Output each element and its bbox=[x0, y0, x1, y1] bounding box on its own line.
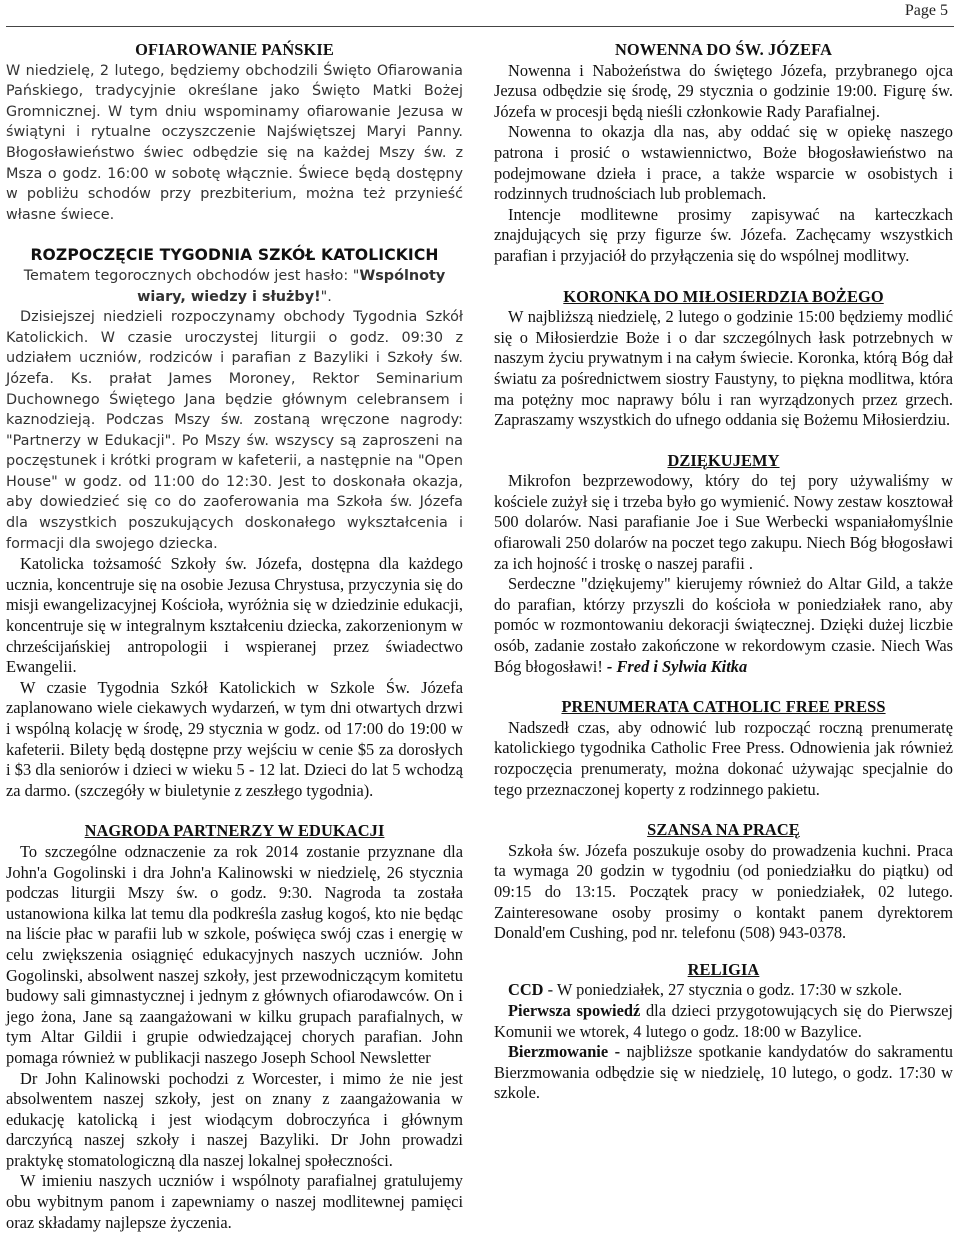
paragraph: Nowenna i Nabożeństwa do świętego Józefa, przybranego ojca Jezusa odbędzie się środę, 29 stycznia o godzinie 19:00. Figurę św. Józefa w procesji będą nieśli członkowie Rady Parafialnej. bbox=[494, 60, 953, 121]
bierzmowanie-label: Bierzmowanie - bbox=[508, 1042, 621, 1062]
section-title: OFIAROWANIE PAŃSKIE bbox=[135, 40, 334, 59]
religia-spowiedz bbox=[494, 1001, 953, 1042]
section-title: ROZPOCZĘCIE TYGODNIA SZKÓŁ KATOLICKICH bbox=[30, 246, 439, 265]
section-dziekujemy bbox=[494, 451, 953, 678]
paragraph: To szczególne odznaczenie za rok 2014 zostanie przyznane dla John'a Gogolinski i dra John'a Kalinowski w niedzielę, 26 stycznia podczas liturgii Mszy św. o godz. 9:30. Nagroda ta została ustanowiona kilka lat temu dla podkreśla zasług kogoś, kto nie będąc na liście płac w parafii lub w szkole, poświęca swój czas i energię w celu zwiększenia osiągnięć edukacyjnych naszych uczniów. John Gogolinski, absolwent naszej szkoły, jest przewodniczącym komitetu budowy sali gimnastycznej i jednym z głównych ofiarodawców. On i jego żona, Jane są zaangażowani w kilku grupach parafialnych, w tym Altar Gildii i grupie odwiedzającej chorych parafian. John pomaga również w publikacji naszego Joseph School Newsletter bbox=[6, 841, 463, 1067]
section-title: PRENUMERATA CATHOLIC FREE PRESS bbox=[561, 697, 886, 717]
subtitle-lead: Tematem tegorocznych obchodów jest hasło: " bbox=[23, 267, 360, 284]
spowiedz-label: Pierwsza spowiedź bbox=[508, 1000, 641, 1020]
section-title: RELIGIA bbox=[687, 959, 760, 979]
section-title: SZANSA NA PRACĘ bbox=[647, 820, 800, 840]
paragraph: Szkoła św. Józefa poszukuje osoby do prowadzenia kuchni. Praca ta wymaga 20 godzin w tygodniu (od poniedziałku do piątku) od 09:15 do 13:15. Początek pracy w poniedziałek, 02 lutego. Zainteresowane osoby prosimy o kontakt panem dyrektorem Donald'em Cushing, pod nr. telefonu (508) 943-0378. bbox=[494, 840, 953, 943]
spowiedz-text: dla dzieci przygotowujących się do Pierwszej Komunii we wtorek, 4 lutego o godz. 18:00 w Bazylice. bbox=[494, 1000, 953, 1041]
section-religia bbox=[494, 960, 953, 1104]
page-number: Page 5 bbox=[904, 2, 948, 19]
section-subtitle bbox=[6, 266, 463, 307]
section-ofiarowanie bbox=[6, 40, 463, 225]
subtitle-tail: ". bbox=[320, 288, 332, 305]
section-prenumerata bbox=[494, 697, 953, 800]
paragraph: Nowenna to okazja dla nas, aby oddać się w opiekę naszego patrona i prosić o wstawiennictwo, Boże błogosławieństwo na podejmowane dzieła i prace, a także wsparcie w osobistych i rodzinnych trudnościach lub problemach. bbox=[494, 122, 953, 204]
paragraph: Nadszedł czas, aby odnowić lub rozpocząć roczną prenumeratę katolickiego tygodnika Catholic Free Press. Odnowienia jak również rozpoczęcia prenumeraty, można dokonać używając specjalnie do tego przeznaczonej koperty z rodzinnego pakietu. bbox=[494, 717, 953, 799]
section-title: NAGRODA PARTNERZY W EDUKACJI bbox=[84, 821, 385, 841]
section-nagroda bbox=[6, 821, 463, 1233]
bierzmowanie-text: najbliższe spotkanie kandydatów do sakramentu Bierzmowania odbędzie się w niedzielę, 10 lutego, o godz. 17:30 w szkole. bbox=[494, 1042, 953, 1103]
paragraph-text: Serdeczne "dziękujemy" kierujemy również do Altar Gild, a także do parafian, którzy przyszli do kościoła w poniedziałek rano, aby pomóc w rozmontowaniu dekoracji świątecznej. Dzięki dużej liczbie osób, zadanie zostało zakończone w rekordowym czasie. Niech Was Bóg błogosławi! bbox=[494, 574, 953, 676]
paragraph: Mikrofon bezprzewodowy, który do tej pory używaliśmy w kościele zużył się i trzeba było go wymienić. Nowy zestaw kosztował 500 dolarów. Nasi parafianie Joe i Sue Werbecki wspaniałomyślnie ofiarowali 250 dolarów na poczet tego zakupu. Niech Bóg błogosławi za ich hojność i troskę o naszej parafii . bbox=[494, 471, 953, 573]
section-body: W niedzielę, 2 lutego, będziemy obchodzili Święto Ofiarowania Pańskiego, tradycyjnie określane jako Święto Matki Bożej Gromnicznej. W tym dniu wspominamy ofiarowanie Jezusa w świątyni i rytualne oczyszczenie Najświętszej Maryi Panny. Błogosławieństwo świec odbędzie się na każdej Mszy św. z Msza o godz. 16:00 w sobotę włącznie. Świece będą dostępny w pobliżu schodów przy prezbiterium, można też przynieść własne świece. bbox=[6, 62, 463, 223]
paragraph: Dr John Kalinowski pochodzi z Worcester, i mimo że nie jest absolwentem naszej szkoły, jest on znany z zaangażowania w edukację katolicką i jest wiodącym dobroczyńca i głównym darczyńcą naszej szkoły i naszej Bazyliki. Dr John prowadzi praktykę stomatologiczną dla naszej lokalnej społeczności. bbox=[6, 1068, 463, 1170]
section-koronka bbox=[494, 287, 953, 431]
ccd-label: CCD bbox=[508, 980, 544, 1000]
religia-ccd bbox=[494, 980, 953, 1001]
section-title: KORONKA DO MIŁOSIERDZIA BOŻEGO bbox=[563, 286, 884, 306]
paragraph: Katolicka tożsamość Szkoły św. Józefa, dostępna dla każdego ucznia, koncentruje się na osobie Jezusa Chrystusa, przyczynia się do misji ewangelizacyjnej Kościoła, wyróżnia się w dziedzinie edukacji, koncentruje się w integralnym kształceniu dziecka, zakorzenionym w chrześcijańskiej antropologii i wspieranej przez świadectwo Ewangelii. bbox=[6, 554, 463, 677]
header-divider bbox=[6, 26, 954, 27]
paragraph: Intencje modlitewne prosimy zapisywać na karteczkach znajdujących się przy figurze św. Józefa. Zachęcamy wszystkich parafian i przyjaciół do przyłączenia się do wspólnej modlitwy. bbox=[494, 204, 953, 265]
section-title: NOWENNA DO ŚW. JÓZEFA bbox=[614, 40, 833, 59]
paragraph: Dzisiejszej niedzieli rozpoczynamy obchody Tygodnia Szkół Katolickich. W czasie uroczystej liturgii o godz. 09:30 z udziałem uczniów, rodziców i parafian z Bazyliki i Szkoły św. Józefa. Ks. prałat James Moroney, Rektor Seminarium Duchownego Świętego Jana będzie głównym celebransem i kaznodzieją. Podczas Mszy św. zostaną wręczone nagrody: "Partnerzy w Edukacji". Po Mszy św. wszyscy są zaproszeni na poczęstunek i krótki program w kafeterii, a następnie na "Open House" w godz. od 11:00 do 12:30. Jest to doskonała okazja, aby dowiedzieć się co do zaoferowania ma Szkoła św. Józefa dla wszystkich poszukujących doskonałego wykształcenia i formacji dla swojego dziecka. bbox=[6, 309, 463, 552]
religia-bierzmowanie bbox=[494, 1042, 953, 1104]
subtitle-motto: Wspólnoty wiary, wiedzy i służby! bbox=[137, 267, 446, 305]
right-column bbox=[494, 40, 953, 1104]
section-title: DZIĘKUJEMY bbox=[667, 450, 780, 470]
paragraph: W czasie Tygodnia Szkół Katolickich w Szkole Św. Józefa zaplanowano wiele ciekawych wydarzeń, w tym dni otwartych drzwi i wspólną kolację w środę, 29 stycznia w godz. od 17:00 do 19:00 w kafeterii. Bilety będą dostępne przy wejściu w cenie $5 za dorosłych i $3 dla seniorów i dzieci w wieku 5 - 12 lat. Dzieci do lat 5 wchodzą za darmo. (szczegóły w biuletynie z zeszłego tygodnia). bbox=[6, 677, 463, 800]
paragraph bbox=[494, 574, 953, 677]
left-column bbox=[6, 40, 463, 1233]
page-header bbox=[0, 0, 960, 24]
section-tydzien-szkol bbox=[6, 245, 463, 801]
paragraph: W najbliższą niedzielę, 2 lutego o godzinie 15:00 będziemy modlić się o Miłosierdzie Boże i o dar szczególnych łask potrzebnych w naszym życiu prywatnym i na całym świecie. Koronka, którą Bóg dał światu za pośrednictwem siostry Faustyny, to piękna modlitwa, która ma potężny moc naprawy bólu i ran wyrządzonych przez grzech. Zapraszamy wszystkich do ufnego oddania się Bożemu Miłosierdziu. bbox=[494, 307, 953, 430]
section-nowenna bbox=[494, 40, 953, 267]
signature: - Fred i Sylwia Kitka bbox=[606, 656, 748, 676]
paragraph: W imieniu naszych uczniów i wspólnoty parafialnej gratulujemy obu wybitnym panom i zapewniamy o naszej modlitewnej pamięci oraz składamy najlepsze życzenia. bbox=[6, 1171, 463, 1232]
section-szansa bbox=[494, 820, 953, 944]
ccd-text: - W poniedziałek, 27 stycznia o godz. 17:30 w szkole. bbox=[543, 980, 903, 1000]
